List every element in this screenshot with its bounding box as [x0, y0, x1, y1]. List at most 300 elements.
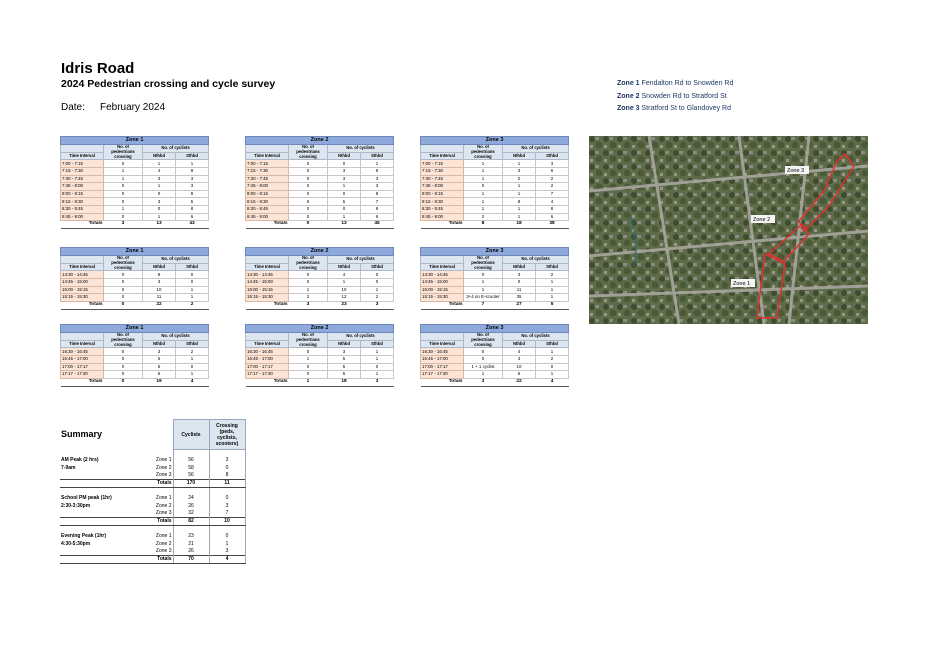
sthbd-cell: 1 [176, 160, 209, 168]
summary-crossing: 0 [209, 533, 245, 541]
summary-total-cyclists: 70 [173, 556, 209, 564]
table-row [61, 198, 209, 206]
summary-zone: Zone 1 [155, 533, 172, 540]
col-header [246, 145, 289, 153]
table-row [61, 175, 209, 183]
total-pedestrians: 0 [104, 301, 143, 309]
pedestrian-cell: 0 [289, 183, 328, 191]
summary-zone: Zone 2 [155, 502, 172, 509]
col-header [421, 145, 464, 153]
col-header-pedestrians: No. of pedestrians crossing [289, 145, 328, 160]
survey-table [420, 324, 569, 387]
pedestrian-cell: 0 [464, 271, 503, 279]
pedestrian-cell: 1 [104, 168, 143, 176]
sthbd-cell: 1 [536, 279, 569, 287]
date-label: Date: [61, 102, 85, 113]
table-zone-header: Zone 2 [246, 137, 394, 145]
summary-period-label: Evening Peak (1hr) [61, 533, 107, 540]
col-header [421, 333, 464, 341]
time-cell: 14:45 - 15:00 [61, 279, 104, 287]
time-cell: 8:15 - 8:30 [61, 198, 104, 206]
table-row [61, 356, 209, 364]
time-cell: 8:15 - 8:30 [246, 198, 289, 206]
col-header-time: Time Interval [61, 340, 104, 348]
col-header-sthbd: Sthbd [176, 152, 209, 160]
pedestrian-cell: 0 [464, 183, 503, 191]
col-header-time: Time Interval [421, 263, 464, 271]
table-row [421, 190, 569, 198]
time-cell: 15:15 - 15:30 [61, 294, 104, 302]
table-row [61, 363, 209, 371]
sthbd-cell: 1 [361, 348, 394, 356]
summary-totals-label: Totals [148, 480, 173, 488]
col-header-time: Time Interval [61, 263, 104, 271]
sthbd-cell: 6 [536, 168, 569, 176]
table-row [421, 348, 569, 356]
total-pedestrians: 0 [104, 378, 143, 386]
table-row [421, 213, 569, 221]
zone-legend-item: Zone 3 Stratford St to Glandovey Rd [617, 105, 732, 112]
pedestrian-cell: 0 [289, 271, 328, 279]
nthbd-cell: 11 [503, 286, 536, 294]
table-row [246, 168, 394, 176]
sthbd-cell: 0 [361, 271, 394, 279]
col-header-pedestrians: No. of pedestrians crossing [464, 333, 503, 348]
sthbd-cell: 8 [176, 206, 209, 214]
sthbd-cell: 0 [361, 363, 394, 371]
summary-period-time: 7-9am [61, 464, 76, 471]
summary-row [60, 457, 245, 465]
col-header-nthbd: Nthbd [143, 340, 176, 348]
sthbd-cell: 9 [176, 190, 209, 198]
summary-totals-row [60, 480, 245, 488]
table-row [246, 271, 394, 279]
nthbd-cell: 0 [328, 206, 361, 214]
sthbd-cell: 3 [176, 183, 209, 191]
summary-totals-label: Totals [148, 556, 173, 564]
summary-cyclists: 32 [173, 510, 209, 518]
totals-label: Totals [61, 221, 104, 229]
nthbd-cell: 5 [328, 371, 361, 379]
nthbd-cell: 35 [503, 294, 536, 302]
nthbd-cell: 12 [328, 294, 361, 302]
pedestrian-cell: 0 [289, 279, 328, 287]
summary-crossing: 0 [209, 495, 245, 503]
table-row [61, 206, 209, 214]
summary-zone: Zone 1 [155, 457, 172, 464]
table-row [246, 279, 394, 287]
pedestrian-cell: 1 + 1 cyclist [464, 363, 503, 371]
summary-cyclists: 26 [173, 548, 209, 556]
sthbd-cell: 9 [361, 206, 394, 214]
col-header-nthbd: Nthbd [328, 340, 361, 348]
table-row [61, 279, 209, 287]
time-cell: 8:30 - 8:45 [61, 206, 104, 214]
table-row [421, 198, 569, 206]
col-header [61, 333, 104, 341]
summary-cyclists: 23 [173, 533, 209, 541]
time-cell: 16:30 - 16:45 [61, 348, 104, 356]
summary-zone: Zone 3 [155, 510, 172, 517]
sthbd-cell: 6 [176, 213, 209, 221]
table-row [246, 348, 394, 356]
nthbd-cell: 2 [503, 175, 536, 183]
col-header-nthbd: Nthbd [143, 263, 176, 271]
col-header-nthbd: Nthbd [328, 152, 361, 160]
pedestrian-cell: 1 [464, 206, 503, 214]
time-cell: 16:45 - 17:00 [246, 356, 289, 364]
pedestrian-cell: 1 [464, 198, 503, 206]
pedestrian-cell: 0 [289, 213, 328, 221]
table-zone-header: Zone 3 [421, 248, 569, 256]
summary-row [60, 533, 245, 541]
nthbd-cell: 3 [143, 279, 176, 287]
totals-label: Totals [61, 301, 104, 309]
totals-label: Totals [421, 301, 464, 309]
nthbd-cell: 3 [143, 198, 176, 206]
time-cell: 16:45 - 17:00 [421, 356, 464, 364]
summary-crossing: 0 [209, 465, 245, 473]
summary-cyclists: 21 [173, 541, 209, 549]
pedestrian-cell: 0 [104, 279, 143, 287]
summary-total-crossing: 4 [209, 556, 245, 564]
summary-zone: Zone 1 [155, 495, 172, 502]
summary-col-crossing: Crossing (peds, cyclists, scooters) [209, 420, 245, 450]
total-nthbd: 27 [503, 301, 536, 309]
pedestrian-cell: 0 [104, 286, 143, 294]
sthbd-cell: 1 [536, 286, 569, 294]
totals-label: Totals [246, 378, 289, 386]
table-row [61, 271, 209, 279]
total-nthbd: 13 [143, 221, 176, 229]
total-nthbd: 18 [328, 378, 361, 386]
col-header-time: Time Interval [246, 263, 289, 271]
pedestrian-cell: 3+4 on E-scooter [464, 294, 503, 302]
col-header-pedestrians: No. of pedestrians crossing [289, 256, 328, 271]
time-cell: 17:17 - 17:30 [246, 371, 289, 379]
sthbd-cell: 2 [536, 175, 569, 183]
pedestrian-cell: 1 [104, 206, 143, 214]
col-header-time: Time Interval [246, 152, 289, 160]
col-header-sthbd: Sthbd [536, 340, 569, 348]
summary-cyclists: 58 [173, 465, 209, 473]
zone-legend-item: Zone 2 Snowden Rd to Stratford St [617, 92, 727, 100]
time-cell: 8:00 - 8:15 [421, 190, 464, 198]
pedestrian-cell: 1 [464, 286, 503, 294]
pedestrian-cell: 0 [104, 356, 143, 364]
total-sthbd: 4 [176, 378, 209, 386]
nthbd-cell: 1 [503, 183, 536, 191]
table-row [421, 294, 569, 302]
col-header [61, 256, 104, 264]
table-row [421, 279, 569, 287]
table-zone-header: Zone 1 [61, 248, 209, 256]
summary-crossing: 8 [209, 472, 245, 480]
totals-label: Totals [421, 378, 464, 386]
table-row [421, 183, 569, 191]
sthbd-cell: 8 [361, 168, 394, 176]
sthbd-cell: 1 [536, 294, 569, 302]
time-cell: 7:15 - 7:30 [246, 168, 289, 176]
nthbd-cell: 3 [503, 271, 536, 279]
sthbd-cell: 6 [536, 213, 569, 221]
summary-total-crossing: 11 [209, 480, 245, 488]
sthbd-cell: 0 [176, 279, 209, 287]
time-cell: 16:30 - 16:45 [246, 348, 289, 356]
table-row [421, 371, 569, 379]
total-sthbd: 45 [361, 221, 394, 229]
table-zone-header: Zone 1 [61, 325, 209, 333]
nthbd-cell: 1 [503, 190, 536, 198]
summary-zone: Zone 3 [155, 472, 172, 479]
table-zone-header: Zone 2 [246, 248, 394, 256]
aerial-map-image [589, 136, 868, 324]
table-row [246, 286, 394, 294]
survey-table [245, 324, 394, 387]
nthbd-cell: 3 [143, 348, 176, 356]
total-sthbd: 43 [176, 221, 209, 229]
table-row [246, 190, 394, 198]
sthbd-cell: 3 [361, 175, 394, 183]
nthbd-cell: 5 [328, 363, 361, 371]
totals-row [246, 378, 394, 386]
pedestrian-cell: 0 [464, 348, 503, 356]
totals-label: Totals [246, 301, 289, 309]
nthbd-cell: 10 [503, 363, 536, 371]
col-header-time: Time Interval [421, 340, 464, 348]
sthbd-cell: 2 [361, 294, 394, 302]
col-header-sthbd: Sthbd [536, 152, 569, 160]
col-header-pedestrians: No. of pedestrians crossing [464, 256, 503, 271]
zone-legend-item: Zone 1 Fendalton Rd to Snowden Rd [617, 80, 734, 87]
summary-crossing: 3 [209, 548, 245, 556]
map-label-zone3: Zone 3 [787, 168, 805, 174]
survey-table [245, 247, 394, 310]
nthbd-cell: 4 [503, 348, 536, 356]
total-pedestrians: 7 [464, 301, 503, 309]
sthbd-cell: 1 [176, 356, 209, 364]
survey-table [60, 136, 209, 229]
time-cell: 15:00 - 15:15 [421, 286, 464, 294]
total-pedestrians: 3 [289, 301, 328, 309]
totals-row [421, 301, 569, 309]
summary-zone: Zone 2 [155, 464, 172, 471]
time-cell: 14:30 - 14:45 [61, 271, 104, 279]
nthbd-cell: 1 [503, 213, 536, 221]
table-row [246, 371, 394, 379]
summary-crossing: 3 [209, 503, 245, 511]
time-cell: 8:30 - 8:45 [421, 206, 464, 214]
sthbd-cell: 6 [361, 213, 394, 221]
col-header [421, 256, 464, 264]
time-cell: 7:45 - 8:00 [61, 183, 104, 191]
table-row [246, 356, 394, 364]
totals-row [421, 378, 569, 386]
time-cell: 15:00 - 15:15 [246, 286, 289, 294]
pedestrian-cell: 0 [289, 175, 328, 183]
sthbd-cell: 1 [536, 348, 569, 356]
time-cell: 16:30 - 16:45 [421, 348, 464, 356]
sthbd-cell: 0 [361, 279, 394, 287]
sthbd-cell: 1 [536, 371, 569, 379]
total-sthbd: 5 [536, 301, 569, 309]
total-pedestrians: 0 [289, 221, 328, 229]
time-cell: 17:00 - 17:17 [421, 363, 464, 371]
table-row [246, 213, 394, 221]
col-header-cyclists: No. of cyclists [143, 333, 209, 341]
table-row [421, 271, 569, 279]
sthbd-cell: 2 [536, 356, 569, 364]
total-nthbd: 18 [503, 221, 536, 229]
summary-cyclists: 56 [173, 457, 209, 465]
table-row [421, 286, 569, 294]
summary-cyclists: 56 [173, 472, 209, 480]
nthbd-cell: 8 [503, 198, 536, 206]
summary-row [60, 503, 245, 511]
summary-total-cyclists: 170 [173, 480, 209, 488]
nthbd-cell: 8 [143, 271, 176, 279]
table-row [61, 294, 209, 302]
table-row [61, 213, 209, 221]
col-header [61, 145, 104, 153]
sthbd-cell: 3 [536, 160, 569, 168]
summary-crossing: 1 [209, 541, 245, 549]
summary-period-time: 2:30-3:30pm [61, 502, 91, 509]
col-header-sthbd: Sthbd [361, 340, 394, 348]
total-nthbd: 13 [328, 221, 361, 229]
total-pedestrians: 3 [464, 378, 503, 386]
col-header-sthbd: Sthbd [176, 263, 209, 271]
time-cell: 17:00 - 17:17 [246, 363, 289, 371]
summary-totals-row [60, 518, 245, 526]
nthbd-cell: 0 [143, 190, 176, 198]
table-row [61, 190, 209, 198]
time-cell: 14:30 - 14:45 [246, 271, 289, 279]
sthbd-cell: 3 [361, 183, 394, 191]
map-label-zone2: Zone 2 [753, 217, 771, 223]
summary-period-time: 4:30-5:30pm [61, 540, 91, 547]
sthbd-cell: 7 [361, 198, 394, 206]
col-header-cyclists: No. of cyclists [328, 145, 394, 153]
sthbd-cell: 8 [536, 206, 569, 214]
col-header-pedestrians: No. of pedestrians crossing [104, 145, 143, 160]
sthbd-cell: 1 [361, 286, 394, 294]
time-cell: 17:17 - 17:30 [421, 371, 464, 379]
table-row [421, 168, 569, 176]
survey-table [420, 136, 569, 229]
sthbd-cell: 1 [176, 286, 209, 294]
table-row [246, 294, 394, 302]
nthbd-cell: 1 [503, 206, 536, 214]
totals-label: Totals [421, 221, 464, 229]
pedestrian-cell: 0 [289, 206, 328, 214]
total-sthbd: 2 [176, 301, 209, 309]
nthbd-cell: 3 [503, 168, 536, 176]
pedestrian-cell: 0 [104, 183, 143, 191]
col-header-sthbd: Sthbd [361, 152, 394, 160]
sthbd-cell: 1 [361, 356, 394, 364]
col-header-sthbd: Sthbd [361, 263, 394, 271]
time-cell: 8:30 - 8:45 [246, 206, 289, 214]
pedestrian-cell: 0 [289, 363, 328, 371]
nthbd-cell: 3 [328, 348, 361, 356]
total-sthbd: 4 [536, 378, 569, 386]
pedestrian-cell: 1 [104, 175, 143, 183]
sthbd-cell: 1 [176, 371, 209, 379]
col-header-cyclists: No. of cyclists [503, 256, 569, 264]
pedestrian-cell: 0 [104, 271, 143, 279]
sthbd-cell: 7 [536, 190, 569, 198]
sthbd-cell: 5 [176, 198, 209, 206]
summary-crossing: 7 [209, 510, 245, 518]
summary-cyclists: 24 [173, 495, 209, 503]
nthbd-cell: 1 [503, 160, 536, 168]
total-sthbd: 3 [361, 378, 394, 386]
col-header-cyclists: No. of cyclists [143, 256, 209, 264]
summary-total-crossing: 10 [209, 518, 245, 526]
table-row [61, 183, 209, 191]
pedestrian-cell: 1 [289, 286, 328, 294]
table-row [61, 348, 209, 356]
pedestrian-cell: 0 [289, 168, 328, 176]
survey-table [60, 324, 209, 387]
time-cell: 7:45 - 8:00 [246, 183, 289, 191]
time-cell: 8:45 - 9:00 [61, 213, 104, 221]
totals-row [421, 221, 569, 229]
pedestrian-cell: 2 [464, 213, 503, 221]
nthbd-cell: 1 [143, 183, 176, 191]
time-cell: 8:15 - 8:30 [421, 198, 464, 206]
sthbd-cell: 8 [361, 190, 394, 198]
table-row [61, 168, 209, 176]
nthbd-cell: 5 [503, 371, 536, 379]
time-cell: 7:45 - 8:00 [421, 183, 464, 191]
col-header-time: Time Interval [61, 152, 104, 160]
table-row [421, 160, 569, 168]
map-label-zone1: Zone 1 [733, 281, 751, 287]
time-cell: 7:30 - 7:45 [421, 175, 464, 183]
time-cell: 8:45 - 9:00 [246, 213, 289, 221]
time-cell: 14:30 - 14:45 [421, 271, 464, 279]
table-zone-header: Zone 3 [421, 325, 569, 333]
total-pedestrians: 8 [464, 221, 503, 229]
sthbd-cell: 8 [176, 168, 209, 176]
nthbd-cell: 1 [328, 183, 361, 191]
summary-totals-row [60, 556, 245, 564]
time-cell: 17:17 - 17:30 [61, 371, 104, 379]
total-sthbd: 3 [361, 301, 394, 309]
total-pedestrians: 1 [289, 378, 328, 386]
time-cell: 8:00 - 8:15 [246, 190, 289, 198]
table-row [421, 175, 569, 183]
sthbd-cell: 0 [176, 363, 209, 371]
nthbd-cell: 11 [143, 294, 176, 302]
summary-crossing: 3 [209, 457, 245, 465]
sthbd-cell: 2 [176, 348, 209, 356]
col-header-nthbd: Nthbd [503, 340, 536, 348]
pedestrian-cell: 0 [104, 190, 143, 198]
table-row [61, 371, 209, 379]
summary-totals-label: Totals [148, 518, 173, 526]
col-header-nthbd: Nthbd [328, 263, 361, 271]
date-value: February 2024 [100, 102, 166, 113]
sthbd-cell: 0 [176, 271, 209, 279]
time-cell: 7:30 - 7:45 [246, 175, 289, 183]
sthbd-cell: 4 [536, 198, 569, 206]
summary-table [60, 419, 246, 564]
report-title: Idris Road [61, 60, 135, 77]
totals-label: Totals [61, 378, 104, 386]
